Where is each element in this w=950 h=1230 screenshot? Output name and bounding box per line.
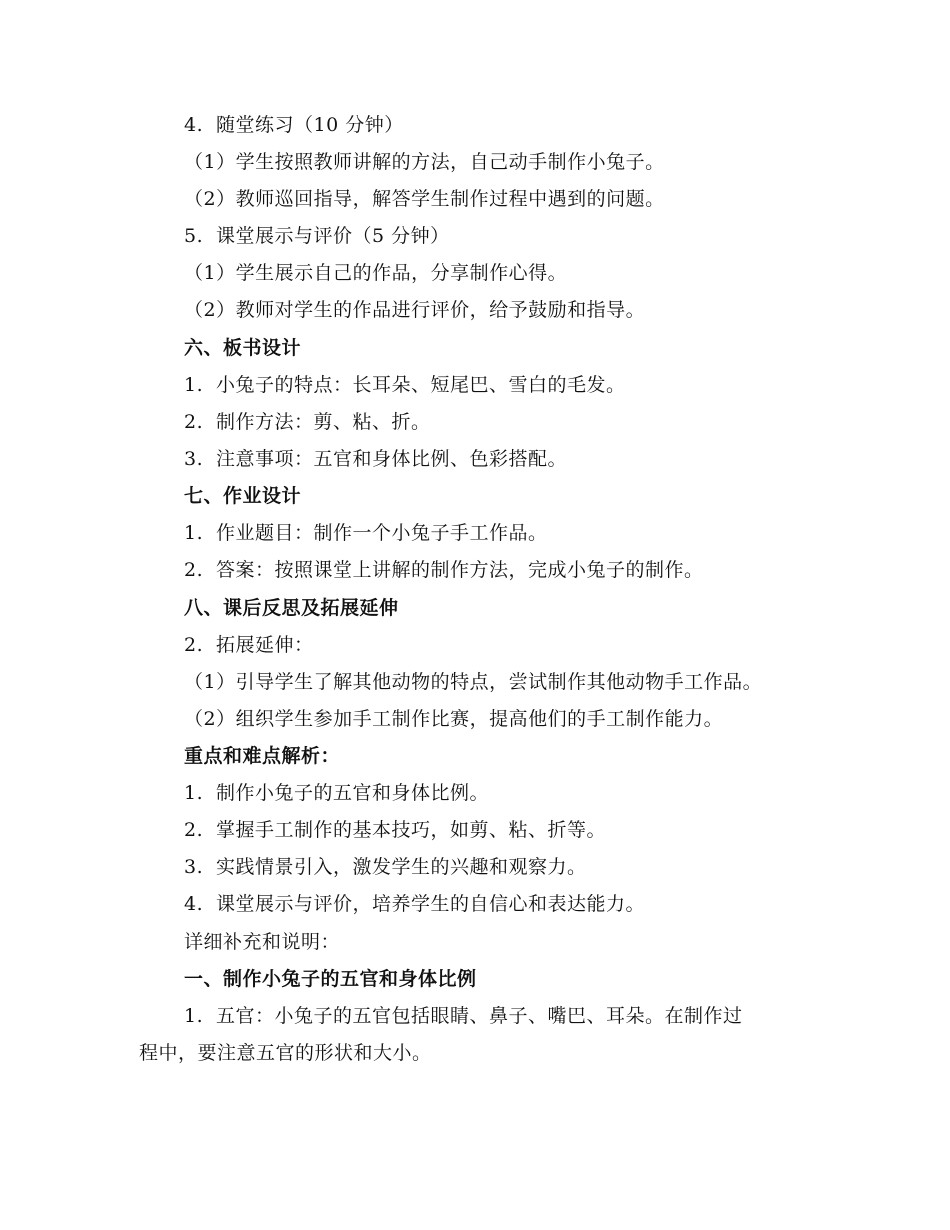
item-text: 课堂展示与评价（5 分钟）: [216, 225, 450, 247]
item-number: 2.: [184, 634, 204, 656]
item-text: 随堂练习（10 分钟）: [216, 114, 404, 136]
item-number: 3.: [184, 856, 204, 878]
item-text: 掌握手工制作的基本技巧，如剪、粘、折等。: [216, 819, 607, 841]
sub-item: （2）组织学生参加手工制作比赛，提高他们的手工制作能力。: [184, 708, 724, 730]
plain-paragraph: 详细补充和说明：: [184, 931, 341, 953]
item-text: 答案：按照课堂上讲解的制作方法，完成小兔子的制作。: [216, 559, 704, 581]
sub-item: （2）教师对学生的作品进行评价，给予鼓励和指导。: [184, 299, 646, 321]
sub-item: （2）教师巡回指导，解答学生制作过程中遇到的问题。: [184, 188, 665, 210]
item-number: 1.: [184, 1005, 204, 1027]
section-heading: 七、作业设计: [184, 485, 302, 507]
item-text: 实践情景引入，激发学生的兴趣和观察力。: [216, 856, 587, 878]
list-item: [184, 409, 431, 435]
list-item: [184, 446, 567, 472]
item-text: 作业题目：制作一个小兔子手工作品。: [216, 522, 548, 544]
list-item: [184, 112, 404, 138]
list-item: [184, 780, 489, 806]
item-text: 小兔子的特点：长耳朵、短尾巴、雪白的毛发。: [216, 374, 626, 396]
item-number: 2.: [184, 411, 204, 433]
item-text: 制作方法：剪、粘、折。: [216, 411, 431, 433]
item-number: 3.: [184, 448, 204, 470]
list-item: [184, 557, 704, 583]
item-text: 注意事项：五官和身体比例、色彩搭配。: [216, 448, 568, 470]
paragraph-continuation: 程中，要注意五官的形状和大小。: [139, 1042, 432, 1064]
item-text: 制作小兔子的五官和身体比例。: [216, 782, 490, 804]
list-item: [184, 223, 450, 249]
item-number: 4.: [184, 893, 204, 915]
item-number: 4.: [184, 114, 204, 136]
sub-item: （1）学生展示自己的作品，分享制作心得。: [184, 262, 568, 284]
list-item: [184, 520, 548, 546]
item-number: 2.: [184, 559, 204, 581]
item-number: 1.: [184, 522, 204, 544]
item-text: 拓展延伸：: [216, 634, 314, 656]
section-heading: 重点和难点解析：: [184, 745, 341, 767]
section-heading: 一、制作小兔子的五官和身体比例: [184, 968, 477, 990]
section-heading: 八、课后反思及拓展延伸: [184, 597, 399, 619]
item-number: 2.: [184, 819, 204, 841]
list-item: [184, 372, 626, 398]
list-item: [184, 854, 587, 880]
list-item: [184, 1003, 743, 1029]
item-number: 5.: [184, 225, 204, 247]
list-item: [184, 891, 645, 917]
list-item: [184, 817, 606, 843]
item-text: 五官：小兔子的五官包括眼睛、鼻子、嘴巴、耳朵。在制作过: [216, 1005, 743, 1027]
item-number: 1.: [184, 374, 204, 396]
section-heading: 六、板书设计: [184, 337, 302, 359]
list-item: [184, 632, 314, 658]
item-number: 1.: [184, 782, 204, 804]
item-text: 课堂展示与评价，培养学生的自信心和表达能力。: [216, 893, 646, 915]
sub-item: （1）学生按照教师讲解的方法，自己动手制作小兔子。: [184, 151, 665, 173]
sub-item: （1）引导学生了解其他动物的特点，尝试制作其他动物手工作品。: [184, 671, 763, 693]
